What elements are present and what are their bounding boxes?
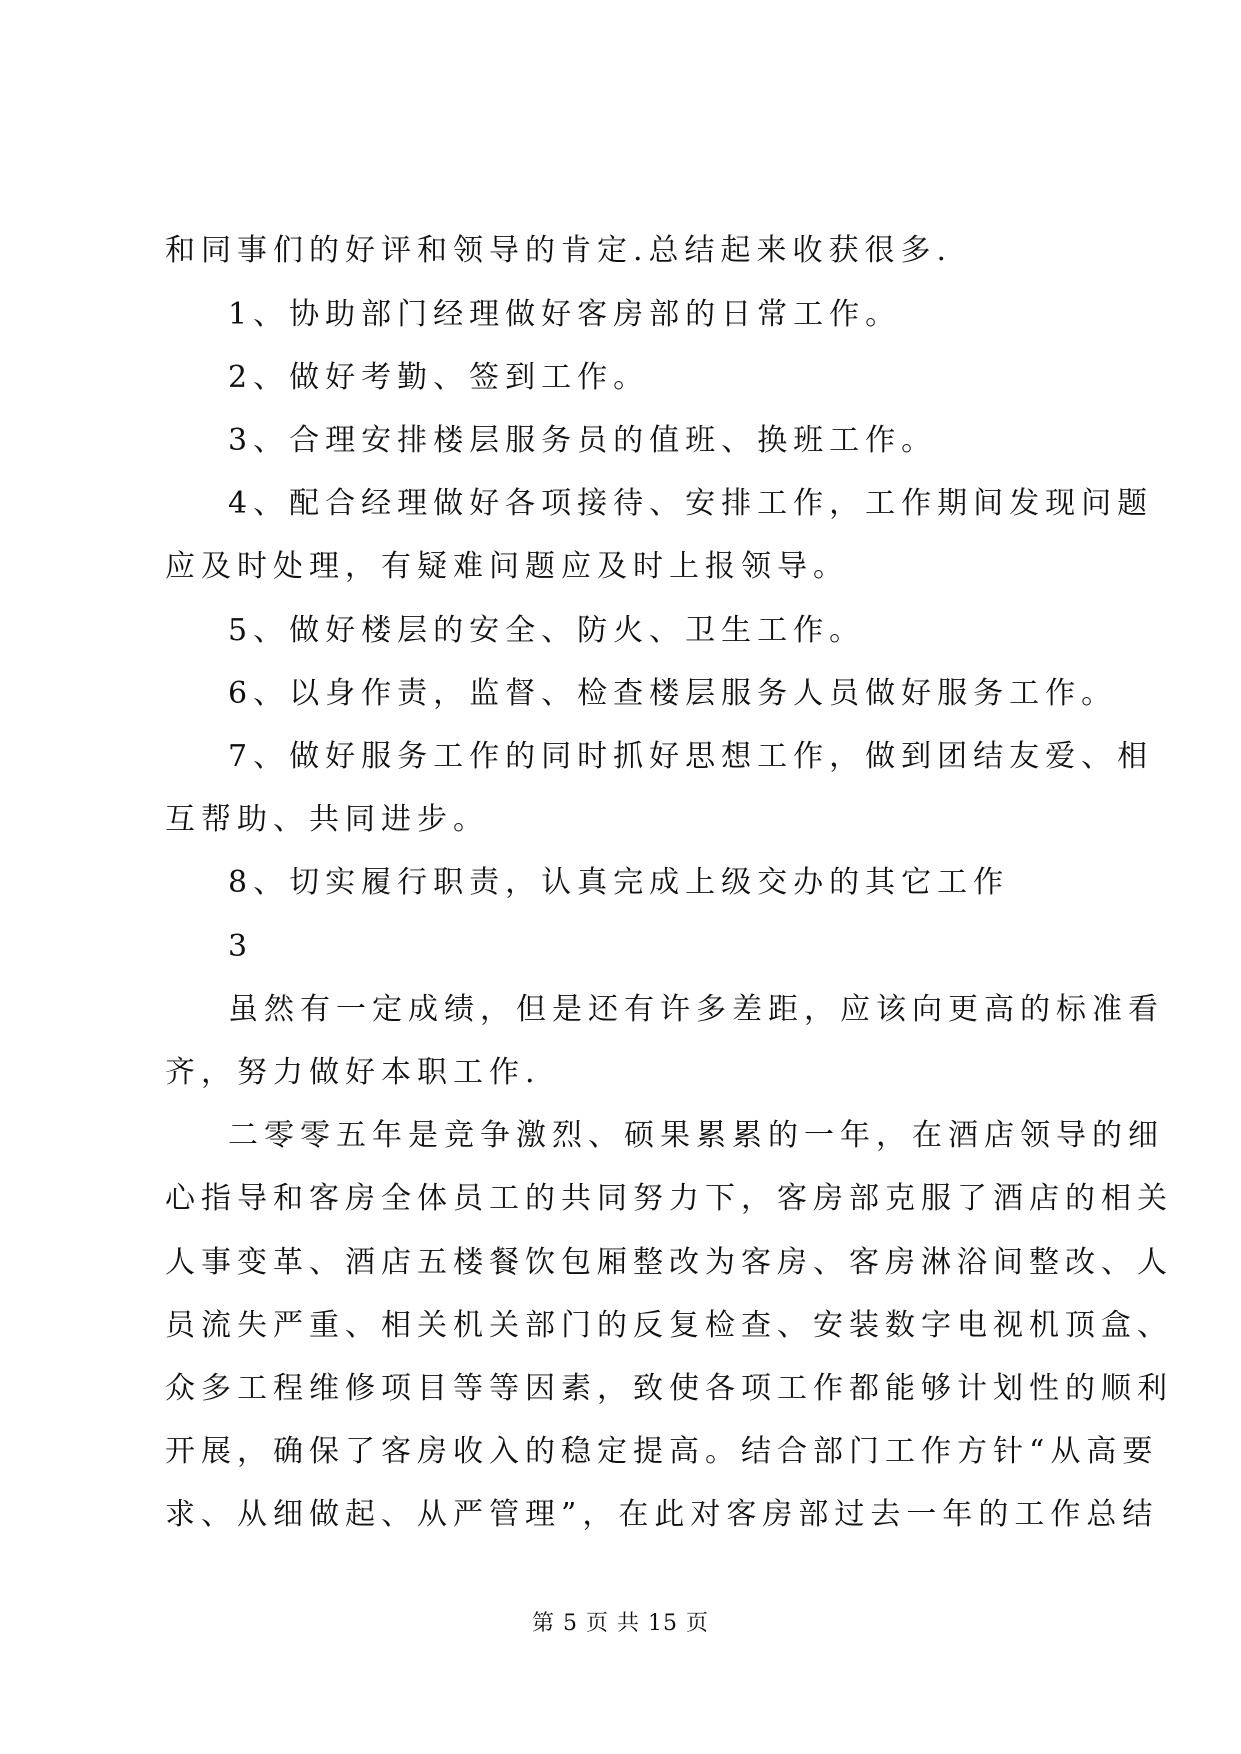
paragraph-line: 求、从细做起、从严管理”，在此对客房部过去一年的工作总结 [165, 1497, 1159, 1532]
paragraph-line: 员流失严重、相关机关部门的反复检查、安装数字电视机顶盒、 [165, 1308, 1173, 1343]
list-item-4-line-2: 应及时处理，有疑难问题应及时上报领导。 [165, 549, 849, 584]
paragraph-line: 虽然有一定成绩，但是还有许多差距，应该向更高的标准看 [228, 992, 1164, 1027]
list-item-1: 1、协助部门经理做好客房部的日常工作。 [228, 297, 902, 332]
list-item-7-line-2: 互帮助、共同进步。 [165, 802, 489, 837]
list-item-4-line-1: 4、配合经理做好各项接待、安排工作，工作期间发现问题 [228, 486, 1154, 521]
list-item-8: 8、切实履行职责，认真完成上级交办的其它工作 [228, 865, 1010, 900]
list-item-7-line-1: 7、做好服务工作的同时抓好思想工作，做到团结友爱、相 [228, 739, 1154, 774]
list-item-5: 5、做好楼层的安全、防火、卫生工作。 [228, 613, 866, 648]
list-item-2: 2、做好考勤、签到工作。 [228, 360, 650, 395]
paragraph-line: 心指导和客房全体员工的共同努力下，客房部克服了酒店的相关 [165, 1181, 1173, 1216]
paragraph-line: 开展，确保了客房收入的稳定提高。结合部门工作方针“从高要 [165, 1434, 1159, 1469]
paragraph-line: 二零零五年是竞争激烈、硕果累累的一年，在酒店领导的细 [228, 1118, 1164, 1153]
list-item-6: 6、以身作责，监督、检查楼层服务人员做好服务工作。 [228, 676, 1118, 711]
list-item-3: 3、合理安排楼层服务员的值班、换班工作。 [228, 423, 938, 458]
paragraph-line: 和同事们的好评和领导的肯定.总结起来收获很多. [165, 233, 953, 268]
page-footer: 第 5 页 共 15 页 [532, 1611, 709, 1636]
paragraph-line: 人事变革、酒店五楼餐饮包厢整改为客房、客房淋浴间整改、人 [165, 1245, 1173, 1280]
paragraph-line: 齐，努力做好本职工作. [165, 1055, 541, 1090]
paragraph-line: 众多工程维修项目等等因素，致使各项工作都能够计划性的顺利 [165, 1371, 1173, 1406]
section-number: 3 [228, 929, 254, 964]
